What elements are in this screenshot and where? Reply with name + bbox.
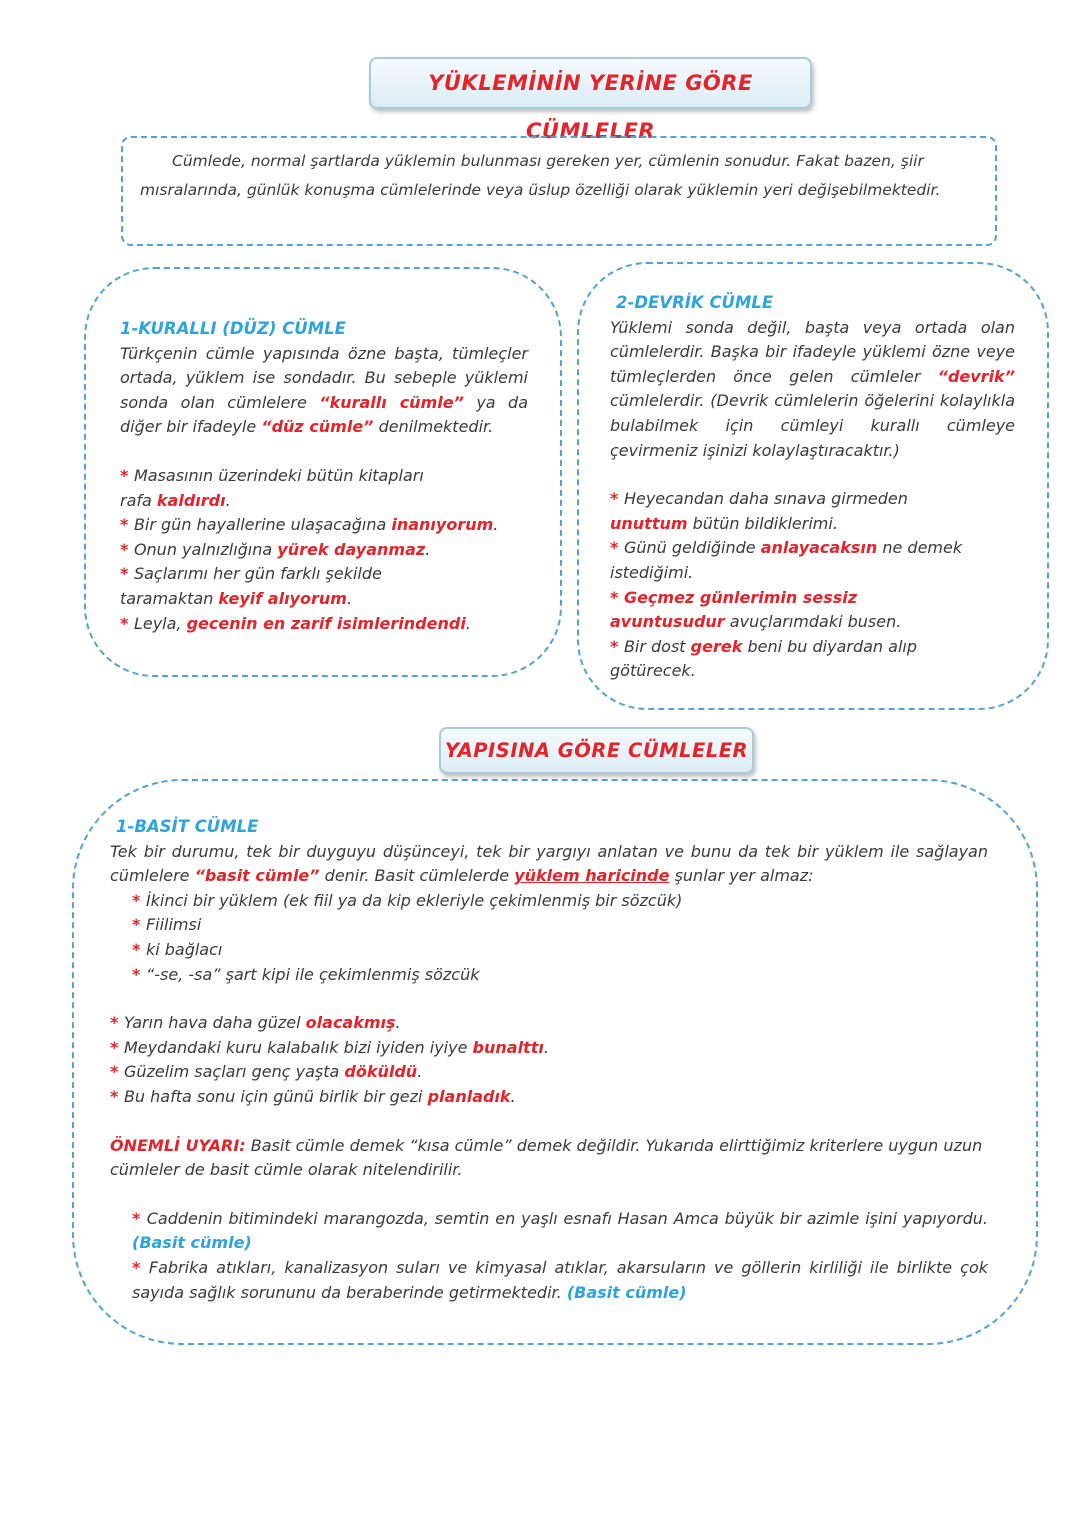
section-title-2: YAPISINA GÖRE CÜMLELER [439,727,754,774]
asterisk-icon: * [132,1257,149,1277]
kuralli-example: * Leyla, gecenin en zarif isimlerindendi. [120,613,471,633]
asterisk-icon: * [132,939,146,959]
basit-rule: * Fiilimsi [132,915,202,935]
asterisk-icon: * [120,465,134,485]
kuralli-description: Türkçenin cümle yapısında özne başta, tümleçler ortada, yüklem ise sondadır. Bu sebeple yüklemi sonda olan cümlelere “kurallı cümle” ya da diğer bir ifadeyle “düz cümle” denilmektedir. [120,343,529,437]
asterisk-icon: * [110,1037,124,1057]
devrik-example: * Günü geldiğinde anlayacaksın ne demek istediğimi. [610,538,963,582]
devrik-example: * Heyecandan daha sınava girmeden unuttum bütün bildiklerimi. [610,489,908,533]
basit-rule: * İkinci bir yüklem (ek fiil ya da kip ekleriyle çekimlenmiş bir sözcük) [132,890,683,910]
devrik-heading: 2-DEVRİK CÜMLE [616,293,774,312]
basit-example: * Meydandaki kuru kalabalık bizi iyiden iyiye bunalttı. [110,1037,549,1057]
basit-content [110,815,988,1305]
devrik-example: * Geçmez günlerimin sessiz avuntusudur avuçlarımdaki busen. [610,587,902,632]
long-example: * Fabrika atıkları, kanalizasyon suları ve kimyasal atıklar, akarsuların ve göllerin kirliliği ile birlikte çok sayıda sağlık sorununu da beraberinde getirmektedir. (Basit cümle) [132,1257,989,1302]
basit-example: * Güzelim saçları genç yaşta döküldü. [110,1062,423,1082]
important-warning: ÖNEMLİ UYARI: Basit cümle demek “kısa cümle” demek değildir. Yukarıda elirttiğimiz kriterlere uygun uzun cümleler de basit cümle olarak nitelendirilir. [110,1135,983,1180]
basit-rule: * “-se, -sa” şart kipi ile çekimlenmiş sözcük [132,964,480,984]
kuralli-heading: 1-KURALLI (DÜZ) CÜMLE [120,319,346,338]
basit-heading: 1-BASİT CÜMLE [116,817,259,836]
asterisk-icon: * [120,613,134,633]
devrik-example: * Bir dost gerek beni bu diyardan alıp götürecek. [610,636,917,681]
kuralli-example: * Onun yalnızlığına yürek dayanmaz. [120,539,431,559]
asterisk-icon: * [110,1062,124,1082]
long-example: * Caddenin bitimindeki marangozda, semtin en yaşlı esnafı Hasan Amca büyük bir azimle işini yapıyordu. (Basit cümle) [132,1208,989,1253]
basit-rule: * ki bağlacı [132,939,223,959]
devrik-description: Yüklemi sonda değil, başta veya ortada olan cümlelerdir. Başka bir ifadeyle yüklemi özne veye tümleçlerden önce gelen cümleler “devrik” cümlelerdir. (Devrik cümlelerin öğelerini kolaylıkla bulabilmek için cümleyi kurallı cümleye çevirmeniz işinizi kolaylaştıracaktır.) [610,317,1015,460]
asterisk-icon: * [132,964,146,984]
basit-example: * Bu hafta sonu için günü birlik bir gezi planladık. [110,1086,516,1106]
basit-example: * Yarın hava daha güzel olacakmış. [110,1013,401,1033]
intro-text: Cümlede, normal şartlarda yüklemin bulunması gereken yer, cümlenin sonudur. Fakat bazen, şiir mısralarında, günlük konuşma cümlelerinde veya üslup özelliği olarak yüklemin yeri değişebilmektedir. [140,152,941,199]
asterisk-icon: * [610,489,624,509]
asterisk-icon: * [132,1208,147,1228]
kuralli-example: * Saçlarımı her gün farklı şekilde taramaktan keyif alıyorum. [120,564,382,608]
asterisk-icon: * [120,515,134,535]
kuralli-content [120,317,528,636]
asterisk-icon: * [110,1086,124,1106]
asterisk-icon: * [132,915,146,935]
basit-description: Tek bir durumu, tek bir duyguyu düşünceyi, tek bir yargıyı anlatan ve bunu da tek bir yüklem ile sağlayan cümlelere “basit cümle” denir. Basit cümlelerde yüklem haricinde şunlar yer almaz: [110,841,988,886]
asterisk-icon: * [120,564,134,584]
devrik-content [610,291,1015,684]
asterisk-icon: * [610,538,624,558]
section-title-1: YÜKLEMİNİN YERİNE GÖRE CÜMLELER [369,57,812,109]
kuralli-example: * Bir gün hayallerine ulaşacağına inanıyorum. [120,515,499,535]
asterisk-icon: * [120,539,134,559]
asterisk-icon: * [132,890,146,910]
asterisk-icon: * [610,636,624,656]
asterisk-icon: * [610,587,624,607]
kuralli-example: * Masasının üzerindeki bütün kitapları rafa kaldırdı. [120,465,424,510]
asterisk-icon: * [110,1013,124,1033]
